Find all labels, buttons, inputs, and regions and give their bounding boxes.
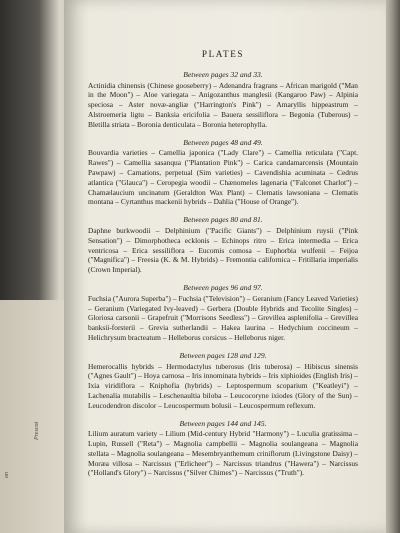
page-title: PLATES	[201, 49, 245, 59]
page-edge	[386, 0, 400, 533]
section-heading: Between pages 128 and 129.	[179, 350, 267, 360]
facing-page-edge	[0, 300, 66, 533]
plates-list	[88, 50, 358, 486]
section-text: Actinidia chinensis (Chinese gooseberry) – Adenandra fragrans – African marigold ("Man in the Moon") – Aloe variegata – Anigozanthus manglesii (Kangaroo Paw) – Alpinia speciosa – Aster novæ-angliæ ("Harrington's Pink") – Amaryllis hippeastrum – Alstroemeria ligtu – Banksia ericifolia – Bauera sessiliflora – Begonia (Tuberous) – Bletilla striata – Boronia denticulata – Boronia heterophylla.	[88, 80, 358, 129]
section-heading: Between pages 96 and 97.	[183, 282, 263, 292]
section-heading: Between pages 48 and 49.	[183, 137, 263, 147]
section-text: Daphne burkwoodii – Delphinium ("Pacific Giants") – Delphinium ruysii ("Pink Sensation") – Dimorphotheca ecklonis – Echinops ritro – Erica intermedia – Erica ventricosa – Erica sessiliflora – Eucomis comosa – Euphorbia wulfenii – Feijoa ("Magnifica") – Freesia (K. & M. Hybrids) – Fremontia californica – Fritillaria imperialis (Crown Imperial).	[88, 225, 358, 275]
margin-note-1: on	[4, 472, 10, 478]
plates-section	[88, 138, 358, 208]
plates-section	[88, 283, 358, 343]
plates-section	[88, 70, 358, 130]
section-heading: Between pages 80 and 81.	[183, 215, 263, 225]
section-heading: Between pages 32 and 33.	[183, 69, 263, 79]
plates-section	[88, 351, 358, 411]
section-heading: Between pages 144 and 145.	[179, 418, 267, 428]
section-text: Bouvardia varieties – Camellia japonica ("Lady Clare") – Camellia reticulata ("Capt. Rawes") – Camellia sasanqua ("Plantation Pink") – Carica candamarcensis (Mountain Pawpaw) – Carnations, perpetual (Sim varieties) – Cavendishia acuminata – Cedrus atlantica ("Glauca") – Ceropegia woodii – Chænomeles lagenaria ("Falconet Charlot") – Chamælaucium uncinatum (Geraldton Wax Plant) – Clematis lawsoniana – Clematis montana – Cyrtanthus mackenii hybrids – Dahlia ("House of Orange").	[88, 148, 358, 207]
plates-section	[88, 419, 358, 479]
plates-section	[88, 215, 358, 275]
margin-note-2: Prescot	[34, 421, 40, 440]
section-text: Lilium auratum variety – Lilium (Mid-century Hybrid "Harmony") – Luculia gratissima – Lupin, Russell ("Reta") – Magnolia campbellii – Magnolia soulangeana – Magnolia stellata – Magnolia soulangeana – Mesembryanthemum criniflorum (Livingstone Daisy) – Moræa villosa – Narcissus ("Erlicheer") – Narcissus triandrus ("Hawera") – Narcissus ("Holland's Glory") – Narcissus ("Silver Chimes") – Narcissus ("Truth").	[88, 429, 358, 478]
section-text: Hemerocallis hybrids – Hermodactylus tuberosus (Iris tuberosa) – Hibiscus sinensis ("Agnes Gault") – Hoya carnosa – Iris innominata hybrids – Iris xiphioides (English Iris) – Ixia viridiflora – Kniphofia (hybrids) – Leptospermum scoparium ("Keatleyi") – Lachenalia mutabilis – Leschenaultia biloba – Leucocoryne ixiodes (Glory of the Sun) – Leucodendron discolor – Leucospermum bolusii – Leucospermum reflexum.	[88, 361, 358, 410]
section-text: Fuchsia ("Aurora Superba") – Fuchsia ("Television") – Geranium (Fancy Leaved Varieties) – Geranium (Variegated Ivy-leaved) – Gerbera (Double Hybrids and Tecolite Singles) – Gloriosa carsonii – Grapefruit ("Morrisons Seedless") – Grevillea asplenifolia – Grevillea banksii-forsterii – Grevia sutherlandii – Hakea laurina – Hedychium coccineum – Helichrysum bracteatum – Helleborus corsicus – Helleborus niger.	[88, 293, 358, 342]
